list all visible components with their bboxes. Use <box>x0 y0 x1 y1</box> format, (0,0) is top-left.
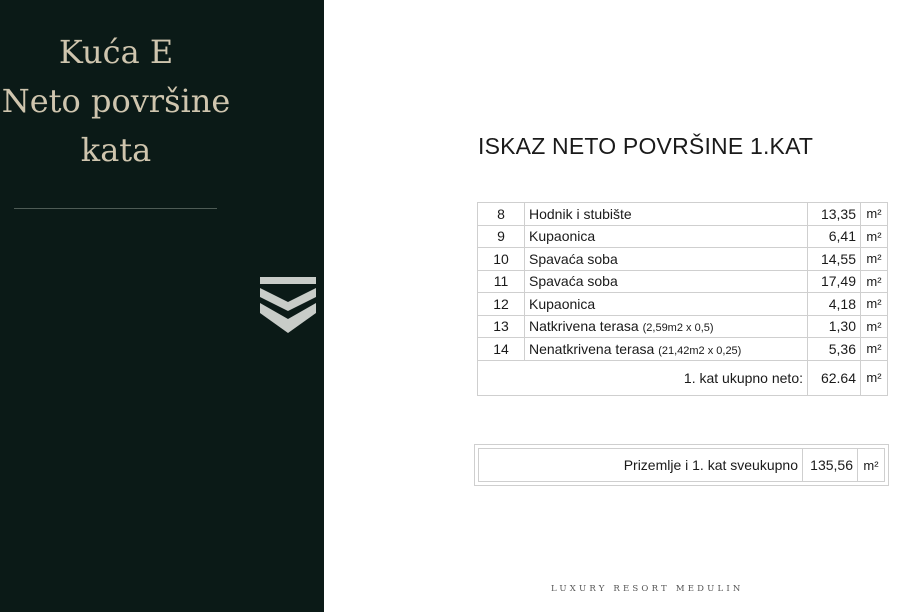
page-title: ISKAZ NETO POVRŠINE 1.KAT <box>478 133 814 159</box>
room-name: Spavaća soba <box>529 250 618 267</box>
room-name: Hodnik i stubište <box>529 205 632 222</box>
room-name: Kupaonica <box>529 295 596 312</box>
room-number: 13 <box>478 315 525 338</box>
room-note: (2,59m2 x 0,5) <box>642 322 714 335</box>
table-row <box>478 293 888 316</box>
grand-total-row <box>479 449 885 482</box>
floor-total-label: 1. kat ukupno neto: <box>478 360 808 395</box>
room-number: 14 <box>478 338 525 361</box>
room-area: 1,30 <box>808 315 861 338</box>
title-divider <box>14 208 217 209</box>
chevron-top-bar <box>260 277 316 284</box>
room-name-cell <box>525 315 808 338</box>
room-unit: m² <box>861 338 888 361</box>
room-area: 6,41 <box>808 225 861 248</box>
room-name: Kupaonica <box>529 228 596 245</box>
room-name: Spavaća soba <box>529 273 618 290</box>
room-area: 5,36 <box>808 338 861 361</box>
floor-total-area: 62.64 <box>808 360 861 395</box>
footer-brand: LUXURY RESORT MEDULIN <box>551 584 744 594</box>
table-row <box>478 338 888 361</box>
floor-total-row <box>478 360 888 395</box>
table-row <box>478 248 888 271</box>
room-name-cell <box>525 248 808 271</box>
chevron-down-icon <box>258 275 318 335</box>
house-title-line-2: Neto površine <box>1 82 231 120</box>
grand-total-area: 135,56 <box>803 449 858 482</box>
table-row <box>478 203 888 226</box>
chevron-middle <box>260 288 316 311</box>
house-title-line-1: Kuća E <box>58 33 174 71</box>
room-unit: m² <box>861 225 888 248</box>
grand-total-label: Prizemlje i 1. kat sveukupno <box>479 449 803 482</box>
room-number: 9 <box>478 225 525 248</box>
grand-total-unit: m² <box>858 449 885 482</box>
grand-total-table <box>478 448 885 482</box>
room-number: 11 <box>478 270 525 293</box>
table-row <box>478 225 888 248</box>
table-row <box>478 270 888 293</box>
room-name: Nenatkrivena terasa <box>529 340 655 357</box>
room-name: Natkrivena terasa <box>529 318 639 335</box>
room-name-cell <box>525 225 808 248</box>
house-title <box>0 28 232 175</box>
room-name-cell <box>525 270 808 293</box>
room-name-cell <box>525 338 808 361</box>
room-unit: m² <box>861 315 888 338</box>
grand-total-box <box>474 444 889 486</box>
table-row <box>478 315 888 338</box>
room-area: 17,49 <box>808 270 861 293</box>
rooms-table <box>477 202 888 396</box>
room-area: 4,18 <box>808 293 861 316</box>
room-name-cell <box>525 203 808 226</box>
room-unit: m² <box>861 293 888 316</box>
room-unit: m² <box>861 248 888 271</box>
room-note: (21,42m2 x 0,25) <box>658 344 742 357</box>
room-number: 12 <box>478 293 525 316</box>
floor-total-unit: m² <box>861 360 888 395</box>
room-number: 10 <box>478 248 525 271</box>
room-area: 13,35 <box>808 203 861 226</box>
house-title-line-3: kata <box>80 131 152 169</box>
room-unit: m² <box>861 203 888 226</box>
room-number: 8 <box>478 203 525 226</box>
room-name-cell <box>525 293 808 316</box>
room-unit: m² <box>861 270 888 293</box>
room-area: 14,55 <box>808 248 861 271</box>
